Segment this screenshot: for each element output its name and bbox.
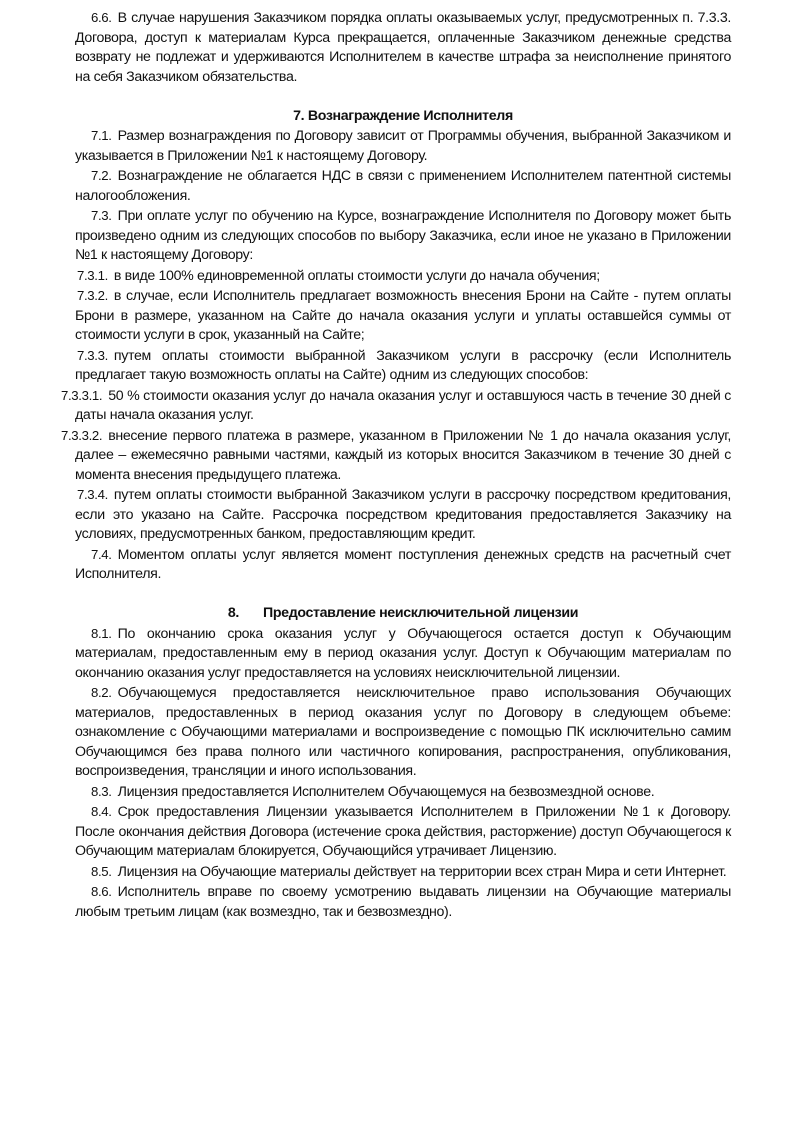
clause-8-5 [75, 862, 731, 883]
clause-number: 7.3.3. [77, 347, 108, 363]
clause-text: внесение первого платежа в размере, указанном в Приложении № 1 до начала оказания услуг, далее – ежемесячно равными частями, каждый из которых вносится Заказчиком в течение 30 дней с момента внесения предыдущего платежа. [75, 427, 731, 483]
clause-text: 50 % стоимости оказания услуг до начала оказания услуг и оставшуюся часть в течение 30 дней с даты начала оказания услуг. [75, 387, 731, 423]
section-title: Предоставление неисключительной лицензии [263, 605, 579, 621]
clause-text: путем оплаты стоимости выбранной Заказчиком услуги в рассрочку (если Исполнитель предлагает такую возможность оплаты на Сайте) одним из следующих способов: [75, 347, 731, 383]
clause-number: 7.3.1. [77, 267, 108, 283]
clause-7-3-4 [75, 485, 731, 545]
clause-number: 6.6. [91, 10, 112, 25]
clause-8-2 [75, 683, 731, 782]
clause-7-4 [75, 545, 731, 585]
clause-7-3-3-2 [61, 426, 731, 486]
clause-7-3-2 [75, 286, 731, 346]
clause-number: 7.1. [91, 128, 112, 143]
section-7-heading: 7. Вознаграждение Исполнителя [293, 107, 513, 124]
section-8-heading [75, 604, 731, 624]
clause-text: Лицензия предоставляется Исполнителем Обучающемуся на безвозмездной основе. [117, 783, 655, 800]
clause-7-1 [75, 126, 731, 166]
clause-text: Вознаграждение не облагается НДС в связи с применением Исполнителем патентной системы налогообложения. [75, 168, 731, 204]
clause-number: 7.3. [91, 208, 112, 223]
clause-text: путем оплаты стоимости выбранной Заказчиком услуги в рассрочку посредством кредитования, если это указано на Сайте. Рассрочка посредством кредитования предоставляется Заказчику на условиях, предусмотренных банком, предоставляющим кредит. [75, 487, 731, 542]
clause-number: 7.4. [91, 546, 112, 562]
clause-number: 8.4. [91, 804, 112, 819]
clause-text: При оплате услуг по обучению на Курсе, вознаграждение Исполнителя по Договору может быть произведено одним из следующих способов по выбору Заказчика, если иное не указано в Приложении №1 к настоящему Договору: [75, 208, 731, 263]
clause-number: 8.1. [91, 625, 112, 641]
clause-text: Исполнитель вправе по своему усмотрению выдавать лицензии на Обучающие материалы любым третьим лицам (как возмездно, так и безвозмездно). [75, 884, 731, 920]
clause-number: 7.3.2. [77, 288, 108, 303]
clause-7-2 [75, 166, 731, 206]
clause-7-3 [75, 206, 731, 266]
document-page [61, 8, 731, 922]
clause-text: Обучающемуся предоставляется неисключительное право использования Обучающих материалов, предоставленных в период оказания услуг по Договору в следующем объеме: ознакомление с Обучающими материалами и воспроизведение с помощью ПК исключительно самим Обучающимся без права полного или частичного копирования, распространения, опубликования, воспроизведения, трансляции и иного использования. [75, 685, 731, 779]
clause-number: 8.5. [91, 863, 112, 879]
clause-6-6 [75, 8, 731, 87]
clause-8-1 [75, 624, 731, 684]
clause-text: Лицензия на Обучающие материалы действует на территории всех стран Мира и сети Интернет. [117, 863, 727, 880]
clause-7-3-3-1 [61, 386, 731, 426]
clause-text: в случае, если Исполнитель предлагает возможность внесения Брони на Сайте - путем оплаты Брони в размере, указанном на Сайте до начала оказания услуги и уплаты оставшейся суммы от стоимости услуги в срок, указанный на Сайте; [75, 288, 731, 343]
clause-number: 8.6. [91, 884, 112, 899]
clause-number: 8.2. [91, 685, 112, 700]
clause-text: Размер вознаграждения по Договору зависит от Программы обучения, выбранной Заказчиком и указывается в Приложении №1 к настоящему Договору. [75, 128, 731, 164]
clause-number: 8.3. [91, 783, 112, 799]
clause-text: Моментом оплаты услуг является момент поступления денежных средств на расчетный счет Исполнителя. [75, 546, 731, 582]
clause-text: В случае нарушения Заказчиком порядка оплаты оказываемых услуг, предусмотренных п. 7.3.3. Договора, доступ к материалам Курса прекращается, оплаченные Заказчиком денежные средства возврату не подлежат и удерживаются Исполнителем в качестве штрафа за неисполнение принятого на себя Заказчиком обязательства. [75, 10, 731, 85]
clause-text: Срок предоставления Лицензии указывается Исполнителем в Приложении №1 к Договору. После окончания действия Договора (истечение срока действия, расторжение) доступ Обучающегося к Обучающим материалам блокируется, Обучающийся утрачивает Лицензию. [75, 804, 731, 859]
clause-7-3-3 [75, 346, 731, 386]
clause-number: 7.2. [91, 168, 112, 183]
clause-number: 7.3.3.2. [61, 427, 103, 443]
clause-number: 7.3.4. [77, 487, 108, 502]
clause-8-3 [75, 782, 731, 803]
clause-text: По окончанию срока оказания услуг у Обучающегося остается доступ к Обучающим материалам, предоставленным ему в период оказания услуг. Доступ к Обучающим материалам по окончанию оказания услуг предоставляется на условиях неисключительной лицензии. [75, 625, 731, 681]
clause-number: 7.3.3.1. [61, 387, 103, 403]
section-number: 8. [227, 605, 239, 621]
clause-8-4 [75, 802, 731, 862]
clause-8-6 [75, 882, 731, 922]
clause-text: в виде 100% единовременной оплаты стоимости услуги до начала обучения; [113, 267, 600, 284]
clause-7-3-1 [75, 266, 731, 287]
